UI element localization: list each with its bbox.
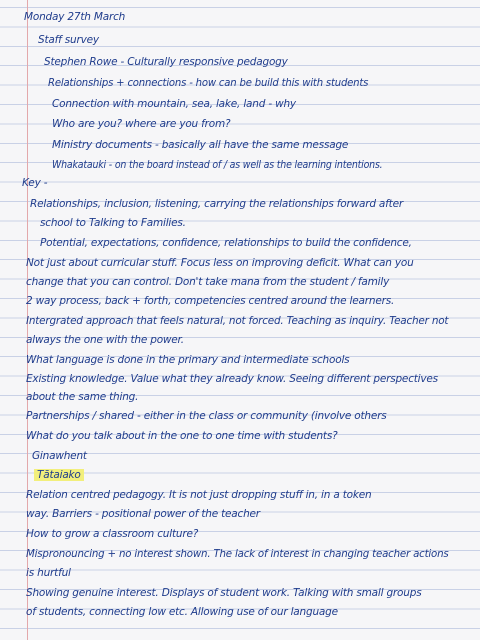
note-line: of students, connecting low etc. Allowing use of our language bbox=[26, 606, 338, 618]
note-line: change that you can control. Don't take mana from the student / family bbox=[26, 276, 390, 288]
note-line: school to Talking to Families. bbox=[40, 217, 186, 229]
note-line: way. Barriers - positional power of the teacher bbox=[26, 508, 260, 520]
note-line: 2 way process, back + forth, competencies centred around the learners. bbox=[26, 295, 395, 307]
note-line: Stephen Rowe - Culturally responsive pedagogy bbox=[44, 56, 288, 68]
note-line: about the same thing. bbox=[26, 391, 139, 403]
note-line: Ginawhent bbox=[32, 450, 87, 462]
note-date: Monday 27th March bbox=[24, 11, 126, 23]
note-line: Intergrated approach that feels natural, not forced. Teaching as inquiry. Teacher not bbox=[26, 315, 449, 327]
note-line: Mispronouncing + no interest shown. The lack of interest in changing teacher actions bbox=[26, 548, 449, 560]
note-line: Existing knowledge. Value what they already know. Seeing different perspectives bbox=[26, 373, 438, 385]
note-line: How to grow a classroom culture? bbox=[26, 528, 199, 540]
note-line: Ministry documents - basically all have the same message bbox=[52, 139, 349, 151]
note-line: Partnerships / shared - either in the class or community (involve others bbox=[26, 410, 387, 422]
note-line: Relationships, inclusion, listening, carrying the relationships forward after bbox=[30, 198, 403, 210]
note-heading: Staff survey bbox=[38, 34, 99, 46]
note-line: Connection with mountain, sea, lake, land - why bbox=[52, 98, 296, 110]
note-line: What do you talk about in the one to one time with students? bbox=[26, 430, 338, 442]
note-line: Whakatauki - on the board instead of / as well as the learning intentions. bbox=[52, 159, 383, 171]
note-line: Potential, expectations, confidence, relationships to build the confidence, bbox=[40, 237, 412, 249]
note-line: Relationships + connections - how can be build this with students bbox=[48, 77, 369, 89]
note-heading: Key - bbox=[22, 177, 48, 189]
note-line-highlighted bbox=[34, 468, 84, 482]
note-line: Who are you? where are you from? bbox=[52, 118, 231, 130]
note-line: Showing genuine interest. Displays of student work. Talking with small groups bbox=[26, 587, 422, 599]
note-line: is hurtful bbox=[26, 567, 71, 579]
note-line: always the one with the power. bbox=[26, 334, 184, 346]
note-line: Relation centred pedagogy. It is not just dropping stuff in, in a token bbox=[26, 489, 372, 501]
note-line: What language is done in the primary and intermediate schools bbox=[26, 354, 350, 366]
note-line: Not just about curricular stuff. Focus less on improving deficit. What can you bbox=[26, 257, 414, 269]
highlighter-mark: Tātaiako bbox=[34, 469, 84, 481]
